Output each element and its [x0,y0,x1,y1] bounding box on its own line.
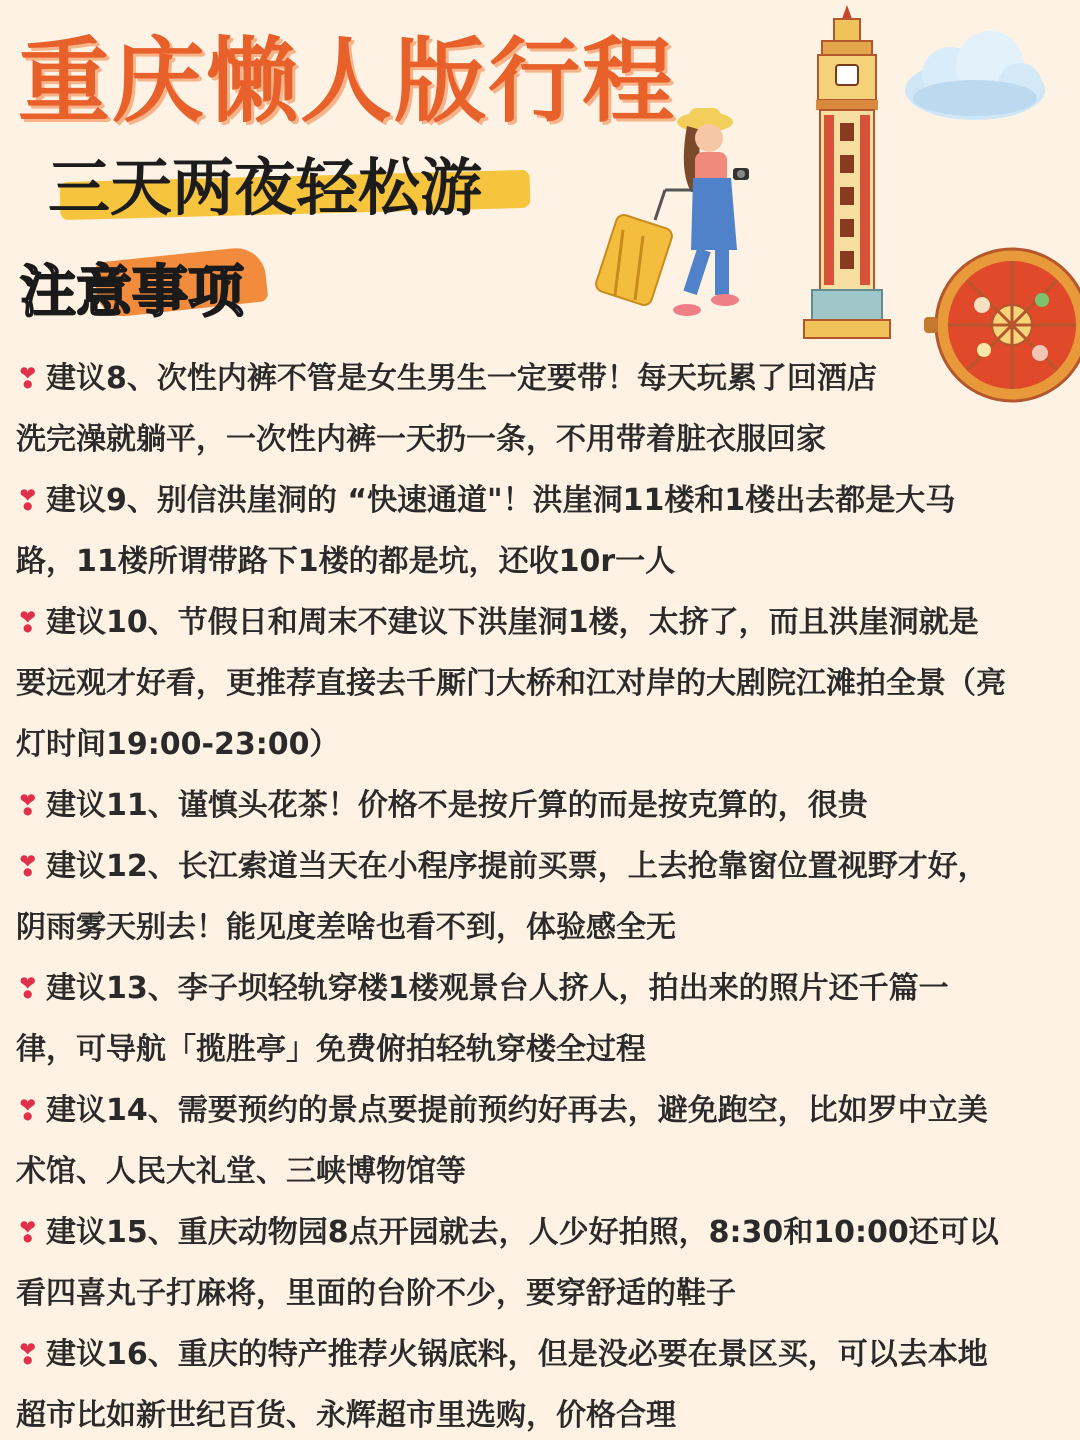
tip-line [16,1202,1068,1263]
heart-icon: ❣ [16,972,40,1005]
tip-text: 要远观才好看，更推荐直接去千厮门大桥和江对岸的大剧院江滩拍全景（亮 [16,666,1006,701]
tip-line [16,1324,1068,1385]
tip-text: 建议14、需要预约的景点要提前预约好再去，避免跑空，比如罗中立美 [46,1093,988,1128]
tip-text: 洗完澡就躺平，一次性内裤一天扔一条，不用带着脏衣服回家 [16,422,826,457]
tip-line [16,836,1068,897]
heart-icon: ❣ [16,1338,40,1371]
tip-text: 阴雨雾天别去！能见度差啥也看不到，体验感全无 [16,910,676,945]
page-subtitle: 三天两夜轻松游 [48,151,483,224]
tip-text: 建议11、谨慎头花茶！价格不是按斤算的而是按克算的，很贵 [46,788,868,823]
tip-line [16,1141,1068,1202]
tourist-girl-illustration [595,100,775,330]
tip-line [16,1080,1068,1141]
heart-icon: ❣ [16,850,40,883]
section-label-block [16,248,276,328]
page-title: 重庆懒人版行程 [18,27,677,135]
tip-text: 建议10、节假日和周末不建议下洪崖洞1楼，太挤了，而且洪崖洞就是 [46,605,979,640]
heart-icon: ❣ [16,484,40,517]
tip-text: 建议9、别信洪崖洞的 “快速通道"！洪崖洞11楼和1楼出去都是大马 [46,483,956,518]
tip-line [16,1263,1068,1324]
tip-text: 看四喜丸子打麻将，里面的台阶不少，要穿舒适的鞋子 [16,1276,736,1311]
tip-line [16,531,1068,592]
tip-text: 律，可导航「揽胜亭」免费俯拍轻轨穿楼全过程 [16,1032,646,1067]
heart-icon: ❣ [16,362,40,395]
tip-line [16,714,1068,775]
heart-icon: ❣ [16,1216,40,1249]
tip-text: 建议13、李子坝轻轨穿楼1楼观景台人挤人，拍出来的照片还千篇一 [46,971,949,1006]
tip-line [16,897,1068,958]
section-label: 注意事项 [20,259,244,325]
tip-text: 建议15、重庆动物园8点开园就去，人少好拍照，8:30和10:00还可以 [46,1215,999,1250]
tip-text: 路，11楼所谓带路下1楼的都是坑，还收10r一人 [16,544,676,579]
tip-text: 灯时间19:00-23:00） [16,727,340,762]
tip-line [16,1019,1068,1080]
tip-text: 建议8、次性内裤不管是女生男生一定要带！每天玩累了回酒店 [46,361,877,396]
tip-line [16,592,1068,653]
tip-text: 超市比如新世纪百货、永辉超市里选购，价格合理 [16,1398,676,1433]
tip-line [16,653,1068,714]
tip-line [16,1385,1068,1440]
subtitle-block [48,138,538,224]
heart-icon: ❣ [16,1094,40,1127]
tip-line [16,775,1068,836]
tip-line [16,409,1068,470]
heart-icon: ❣ [16,789,40,822]
tip-line [16,470,1068,531]
tip-text: 术馆、人民大礼堂、三峡博物馆等 [16,1154,466,1189]
liberation-monument-illustration [800,5,895,340]
tip-text: 建议16、重庆的特产推荐火锅底料，但是没必要在景区买，可以去本地 [46,1337,988,1372]
tip-text: 建议12、长江索道当天在小程序提前买票，上去抢靠窗位置视野才好， [46,849,988,884]
cloud-illustration [895,20,1055,130]
tip-line [16,348,1068,409]
heart-icon: ❣ [16,606,40,639]
tips-list [16,348,1068,1440]
tip-line [16,958,1068,1019]
